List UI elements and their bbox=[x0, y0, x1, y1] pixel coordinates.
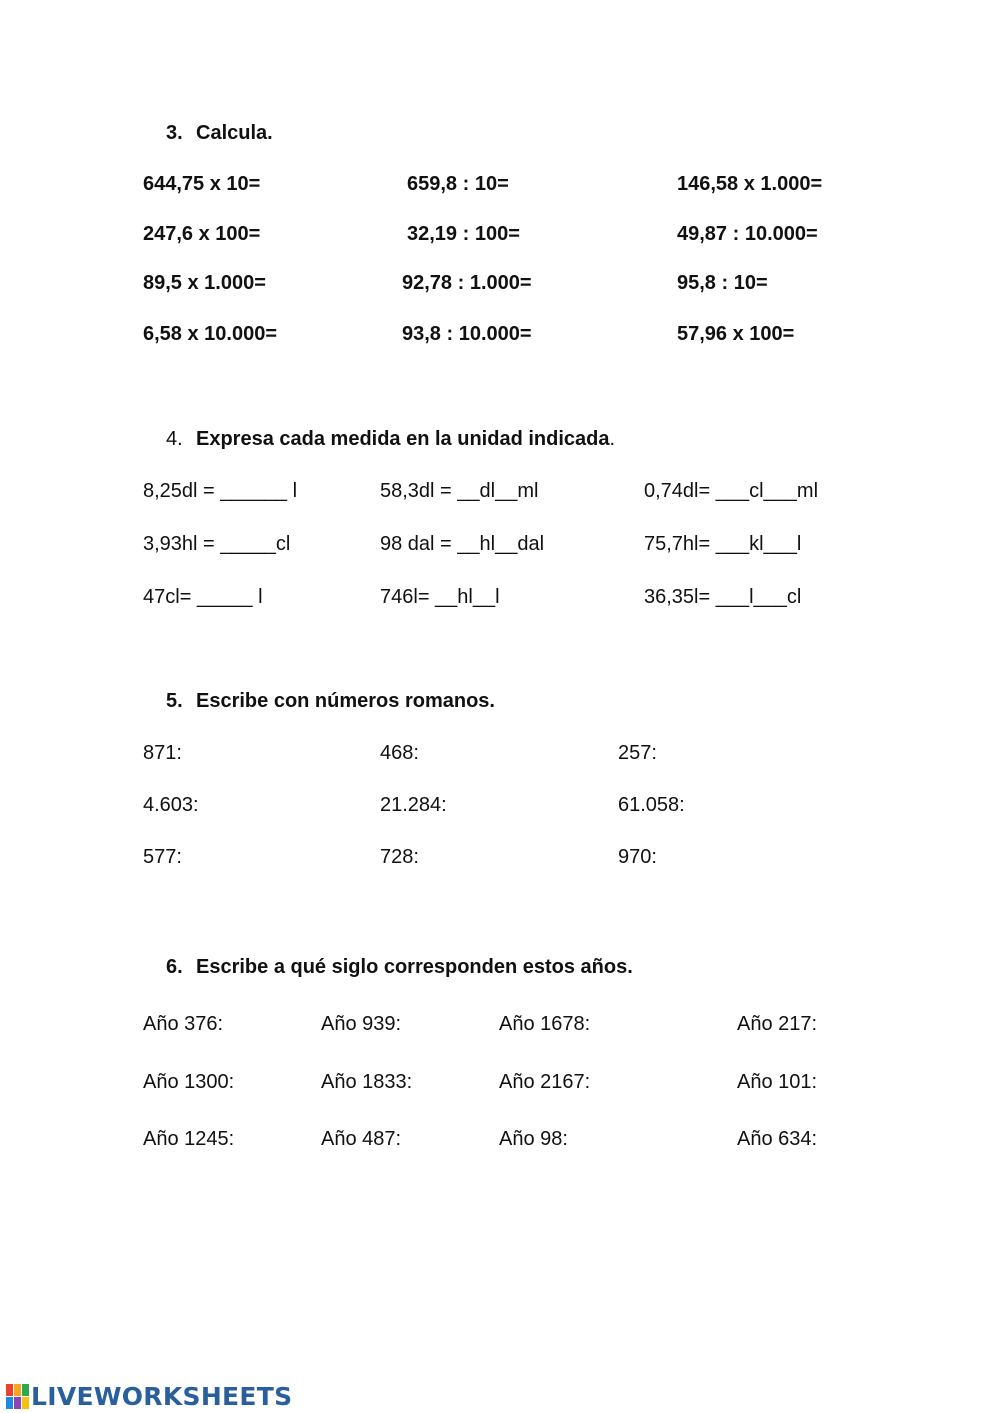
logo-tiles-icon bbox=[6, 1384, 29, 1409]
measure-item: 98 dal = __hl__dal bbox=[380, 533, 545, 555]
year-item: Año 634: bbox=[737, 1128, 818, 1150]
section-4-title-end: . bbox=[609, 428, 616, 450]
section-5-heading bbox=[166, 691, 495, 711]
section-4-title: Expresa cada medida en la unidad indicada bbox=[196, 428, 610, 450]
calc-item: 93,8 : 10.000= bbox=[402, 323, 532, 345]
year-item: Año 1300: bbox=[143, 1071, 235, 1093]
calc-item: 6,58 x 10.000= bbox=[143, 323, 278, 345]
roman-item: 21.284: bbox=[380, 794, 447, 816]
calc-item: 95,8 : 10= bbox=[677, 272, 768, 294]
roman-item: 970: bbox=[618, 846, 657, 868]
section-5-title: Escribe con números romanos. bbox=[196, 690, 495, 712]
calc-item: 89,5 x 1.000= bbox=[143, 272, 266, 294]
logo-tile bbox=[22, 1397, 29, 1409]
year-item: Año 2167: bbox=[499, 1071, 591, 1093]
calc-item: 92,78 : 1.000= bbox=[402, 272, 532, 294]
logo-tile bbox=[22, 1384, 29, 1396]
calc-item: 247,6 x 100= bbox=[143, 223, 261, 245]
roman-item: 577: bbox=[143, 846, 182, 868]
calc-item: 659,8 : 10= bbox=[407, 173, 509, 195]
section-3-heading bbox=[166, 123, 273, 143]
year-item: Año 1833: bbox=[321, 1071, 413, 1093]
roman-item: 4.603: bbox=[143, 794, 199, 816]
section-3-title: Calcula. bbox=[196, 122, 273, 144]
year-item: Año 939: bbox=[321, 1013, 402, 1035]
calc-item: 57,96 x 100= bbox=[677, 323, 795, 345]
calc-item: 644,75 x 10= bbox=[143, 173, 261, 195]
year-item: Año 98: bbox=[499, 1128, 568, 1150]
section-4-number: 4. bbox=[166, 428, 183, 450]
measure-item: 58,3dl = __dl__ml bbox=[380, 480, 539, 502]
section-6-heading bbox=[166, 957, 633, 977]
calc-item: 146,58 x 1.000= bbox=[677, 173, 823, 195]
logo-tile bbox=[6, 1384, 13, 1396]
section-6-title: Escribe a qué siglo corresponden estos años. bbox=[196, 956, 633, 978]
section-4-heading bbox=[166, 429, 615, 449]
measure-item: 746l= __hl__l bbox=[380, 586, 500, 608]
logo-text: LIVEWORKSHEETS bbox=[31, 1381, 293, 1411]
logo-tile bbox=[14, 1397, 21, 1409]
measure-item: 3,93hl = _____cl bbox=[143, 533, 291, 555]
year-item: Año 487: bbox=[321, 1128, 402, 1150]
measure-item: 0,74dl= ___cl___ml bbox=[644, 480, 819, 502]
logo-tile bbox=[14, 1384, 21, 1396]
year-item: Año 1678: bbox=[499, 1013, 591, 1035]
logo-tile bbox=[6, 1397, 13, 1409]
roman-item: 468: bbox=[380, 742, 419, 764]
year-item: Año 376: bbox=[143, 1013, 224, 1035]
year-item: Año 217: bbox=[737, 1013, 818, 1035]
liveworksheets-logo bbox=[6, 1382, 292, 1410]
measure-item: 75,7hl= ___kl___l bbox=[644, 533, 802, 555]
roman-item: 728: bbox=[380, 846, 419, 868]
section-3-number: 3. bbox=[166, 122, 183, 144]
measure-item: 47cl= _____ l bbox=[143, 586, 263, 608]
roman-item: 257: bbox=[618, 742, 657, 764]
roman-item: 871: bbox=[143, 742, 182, 764]
calc-item: 49,87 : 10.000= bbox=[677, 223, 818, 245]
measure-item: 36,35l= ___l___cl bbox=[644, 586, 802, 608]
section-5-number: 5. bbox=[166, 690, 183, 712]
measure-item: 8,25dl = ______ l bbox=[143, 480, 298, 502]
section-6-number: 6. bbox=[166, 956, 183, 978]
year-item: Año 101: bbox=[737, 1071, 818, 1093]
year-item: Año 1245: bbox=[143, 1128, 235, 1150]
roman-item: 61.058: bbox=[618, 794, 685, 816]
calc-item: 32,19 : 100= bbox=[407, 223, 520, 245]
